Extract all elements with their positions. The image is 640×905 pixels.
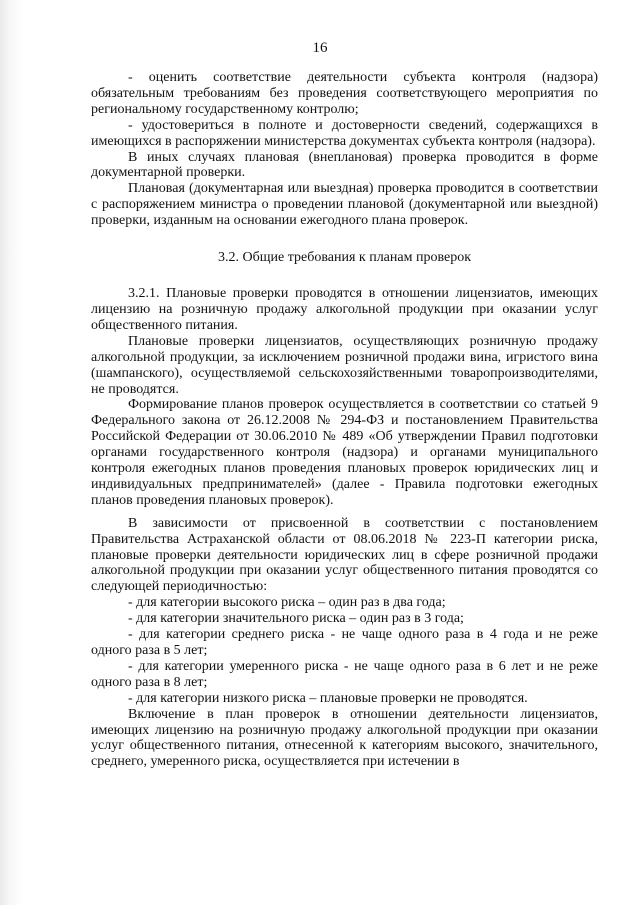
paragraph: - удостовериться в полноте и достоверности сведений, содержащихся в имеющихся в распоряжении министерства документах субъекта контроля (надзора).: [91, 117, 598, 149]
paragraph: В зависимости от присвоенной в соответствии с постановлением Правительства Астраханской области от 08.06.2018 № 223-П категории риска, плановые проверки деятельности юридических лиц в сфере розничной продажи алкогольной продукции при оказании услуг общественного питания проводятся со следующей периодичностью:: [91, 515, 598, 595]
list-item: - для категории низкого риска – плановые проверки не проводятся.: [128, 690, 528, 706]
page-number: 16: [312, 40, 328, 56]
list-item: - для категории среднего риска - не чаще одного раза в 4 года и не реже одного раза в 5 лет;: [91, 627, 598, 658]
paragraph: 3.2.1. Плановые проверки проводятся в отношении лицензиатов, имеющих лицензию на розничную продажу алкогольной продукции при оказании услуг общественного питания.: [91, 286, 598, 333]
list-item: - для категории умеренного риска - не чаще одного раза в 6 лет и не реже одного раза в 8 лет;: [91, 658, 598, 690]
paragraph: Плановая (документарная или выездная) проверка проводится в соответствии с распоряжением министра о проведении плановой (документарной или выездной) проверки, изданным на основании ежегодного плана проверок.: [91, 181, 598, 229]
document-body: [91, 70, 598, 770]
paragraph-gap: [91, 509, 598, 516]
list-item: - для категории высокого риска – один раз в два года;: [128, 595, 446, 611]
paragraph: Формирование планов проверок осуществляется в соответствии со статьей 9 Федерального закона от 26.12.2008 № 294-ФЗ и постановлением Правительства Российской Федерации от 30.06.2010 № 489 «Об утверждении Правил подготовки органами государственного контроля (надзора) и органами муниципального контроля ежегодных планов проведения плановых проверок юридических лиц и индивидуальных предпринимателей» (далее - Правила подготовки ежегодных планов проведения плановых проверок).: [91, 397, 598, 508]
paragraph: Плановые проверки лицензиатов, осуществляющих розничную продажу алкогольной продукции, за исключением розничной продажи вина, игристого вина (шампанского), осуществляемой сельскохозяйственными товаропроизводителями, не проводятся.: [91, 333, 598, 397]
scan-shadow: [0, 0, 22, 905]
section-heading: 3.2. Общие требования к планам проверок: [217, 250, 471, 266]
paragraph: - оценить соответствие деятельности субъекта контроля (надзора) обязательным требованиям без проведения соответствующего мероприятия по региональному государственному контролю;: [91, 70, 598, 117]
paragraph: Включение в план проверок в отношении деятельности лицензиатов, имеющих лицензию на розничную продажу алкогольной продукции при оказании услуг общественного питания, отнесенной к категориям высокого, значительного, среднего, умеренного риска, осуществляется при истечении в: [91, 706, 598, 770]
list-item: - для категории значительного риска – один раз в 3 года;: [128, 611, 464, 627]
paragraph: В иных случаях плановая (внеплановая) проверка проводится в форме документарной проверки.: [91, 149, 598, 181]
